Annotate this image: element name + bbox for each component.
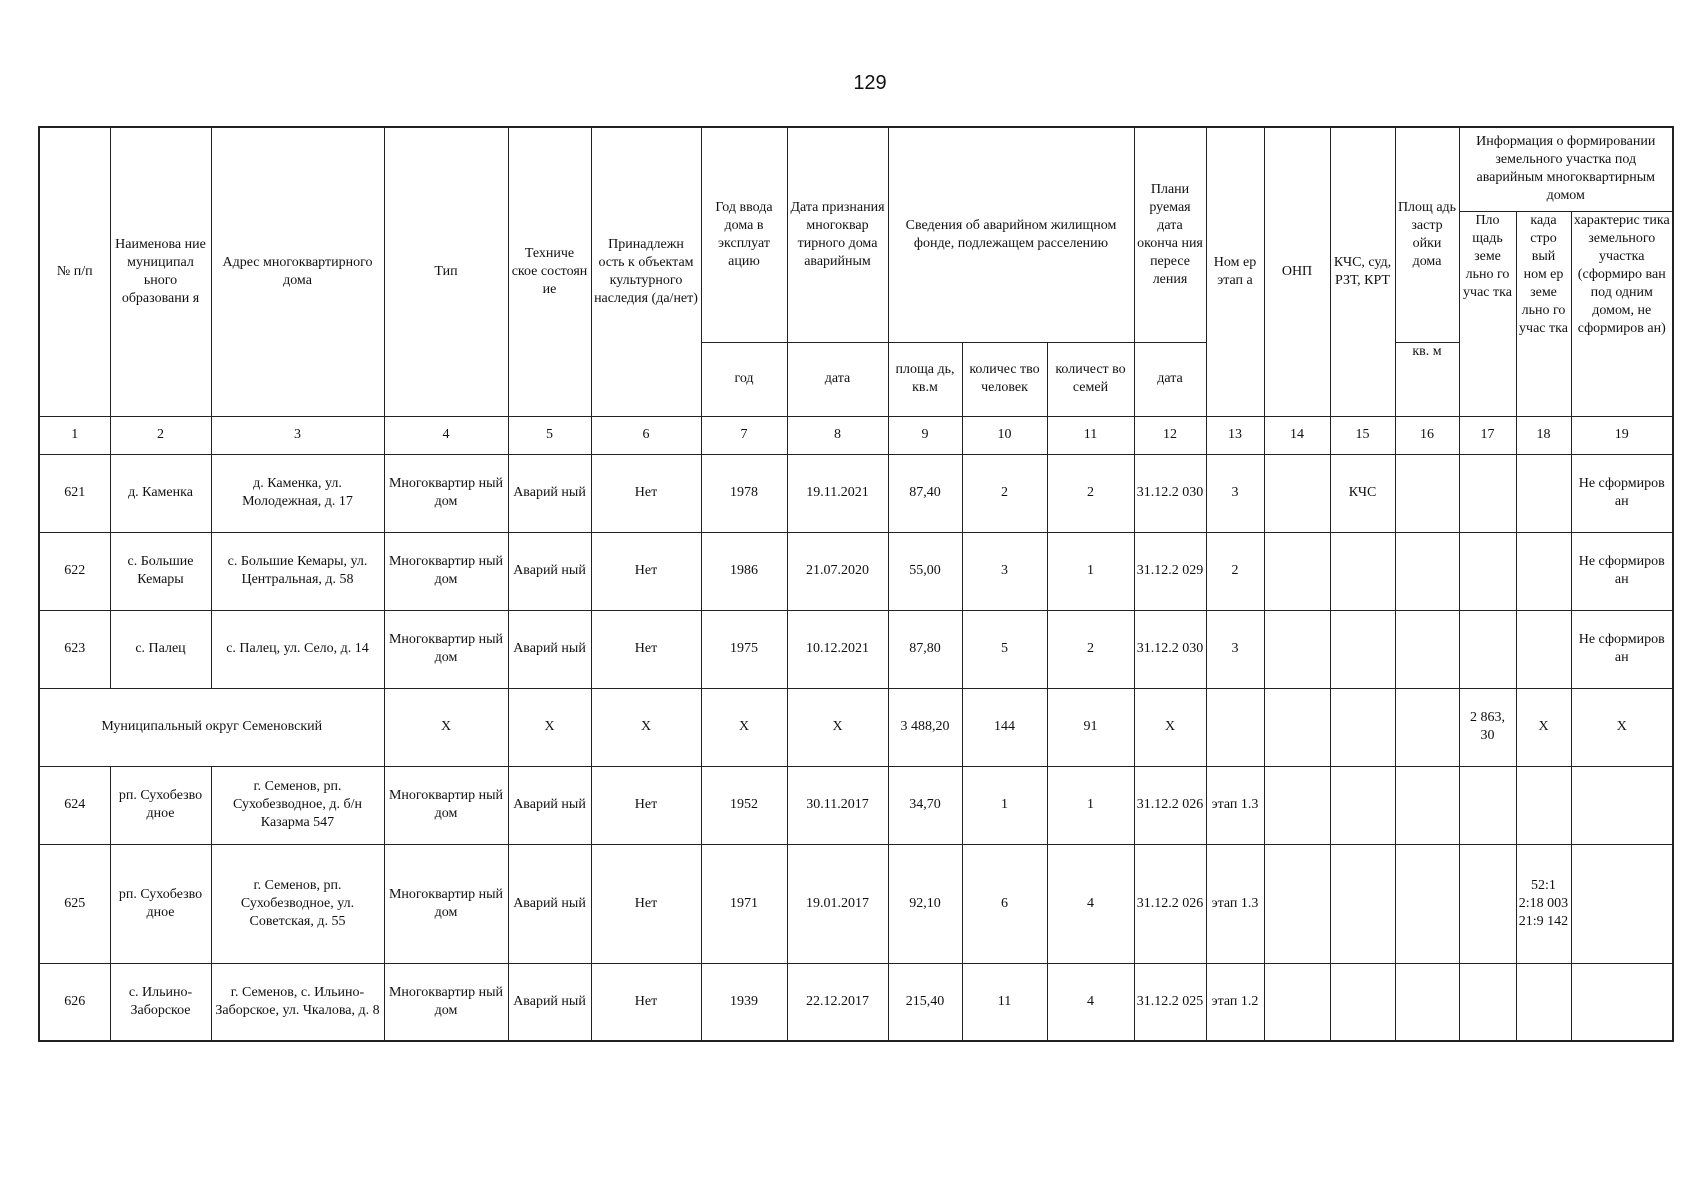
header-num: № п/п [39,127,110,416]
table-cell: с. Большие Кемары [110,532,211,610]
table-cell [1395,610,1459,688]
column-number: 7 [701,416,787,454]
table-cell [1571,963,1673,1041]
table-cell [1395,454,1459,532]
table-cell: 3 488,20 [888,688,962,766]
column-number: 6 [591,416,701,454]
table-cell: 21.07.2020 [787,532,888,610]
header-cadastral: када стро вый ном ер земе льно го учас тка [1516,211,1571,416]
table-cell [1516,766,1571,844]
table-cell: Нет [591,766,701,844]
header-municipality: Наименова ние муниципал ьного образовани я [110,127,211,416]
table-cell: Нет [591,844,701,963]
table-cell: 3 [962,532,1047,610]
subheader-sqm: кв. м [1395,342,1459,416]
header-tech-state: Техниче ское состоян ие [508,127,591,416]
table-cell: 5 [962,610,1047,688]
table-cell: КЧС [1330,454,1395,532]
table-cell: 1978 [701,454,787,532]
table-cell [1516,454,1571,532]
table-cell: Аварий ный [508,454,591,532]
table-cell: Х [787,688,888,766]
table-cell: 52:1 2:18 003 21:9 142 [1516,844,1571,963]
table-cell [1395,688,1459,766]
table-cell: 19.01.2017 [787,844,888,963]
header-building-area: Площ адь застр ойки дома [1395,127,1459,342]
header-year-built: Год ввода дома в эксплуат ацию [701,127,787,342]
table-cell: 34,70 [888,766,962,844]
table-cell [1330,610,1395,688]
table-cell: 3 [1206,610,1264,688]
table-cell: Аварий ный [508,844,591,963]
table-row [39,532,1673,610]
table-cell: 87,40 [888,454,962,532]
table-cell: 2 [1206,532,1264,610]
table-cell: Нет [591,963,701,1041]
column-number: 4 [384,416,508,454]
page-number: 129 [853,72,887,94]
table-cell: Аварий ный [508,963,591,1041]
table-cell: Аварий ный [508,766,591,844]
table-cell: Х [1134,688,1206,766]
header-emergency-info: Сведения об аварийном жилищном фонде, подлежащем расселению [888,127,1134,342]
column-number: 3 [211,416,384,454]
table-cell: 1 [962,766,1047,844]
table-cell: 626 [39,963,110,1041]
table-cell: Х [384,688,508,766]
table-cell: Аварий ный [508,532,591,610]
table-cell [1459,454,1516,532]
table-cell [1395,963,1459,1041]
table-cell [1206,688,1264,766]
table-cell: 621 [39,454,110,532]
table-cell: Х [1571,688,1673,766]
subheader-people: количес тво человек [962,342,1047,416]
subheader-year: год [701,342,787,416]
column-number: 15 [1330,416,1395,454]
table-cell: 144 [962,688,1047,766]
table-cell [1264,766,1330,844]
header-land-info: Информация о формировании земельного участка под аварийным многоквартирным домом [1459,127,1673,211]
table-cell: рп. Сухобезво дное [110,844,211,963]
table-cell: Многоквартир ный дом [384,766,508,844]
column-number: 10 [962,416,1047,454]
table-cell: Многоквартир ный дом [384,454,508,532]
column-number: 17 [1459,416,1516,454]
table-cell: 31.12.2 030 [1134,610,1206,688]
table-cell [1459,963,1516,1041]
subheader-plan-date: дата [1134,342,1206,416]
table-cell: 92,10 [888,844,962,963]
total-row [39,688,1673,766]
table-cell: 1986 [701,532,787,610]
table-cell: 623 [39,610,110,688]
table-cell [1264,610,1330,688]
header-address: Адрес многоквартирного дома [211,127,384,416]
table-cell [1264,844,1330,963]
table-cell: Не сформиров ан [1571,454,1673,532]
table-cell: этап 1.2 [1206,963,1264,1041]
table-cell: Не сформиров ан [1571,532,1673,610]
table-cell: Х [1516,688,1571,766]
table-cell: с. Палец [110,610,211,688]
header-heritage: Принадлежн ость к объектам культурного наследия (да/нет) [591,127,701,416]
table-row [39,844,1673,963]
subheader-date: дата [787,342,888,416]
table-cell [1459,844,1516,963]
table-cell: с. Ильино- Заборское [110,963,211,1041]
table-row [39,766,1673,844]
table-cell: 215,40 [888,963,962,1041]
header-land-char: характерис тика земельного участка (сформиро ван под одним домом, не сформиров ан) [1571,211,1673,416]
table-cell [1330,766,1395,844]
table-cell [1571,844,1673,963]
table-cell: Аварий ный [508,610,591,688]
table-cell [1395,766,1459,844]
table-cell: 2 863, 30 [1459,688,1516,766]
table-cell [1330,844,1395,963]
column-number: 12 [1134,416,1206,454]
table-cell: 2 [1047,610,1134,688]
table-cell: Многоквартир ный дом [384,610,508,688]
column-number: 18 [1516,416,1571,454]
table-cell: Нет [591,610,701,688]
table-cell: 31.12.2 030 [1134,454,1206,532]
table-row [39,963,1673,1041]
table-cell [1264,454,1330,532]
column-number-row [39,416,1673,454]
table-cell: 2 [1047,454,1134,532]
table-cell: Х [591,688,701,766]
table-cell: г. Семенов, рп. Сухобезводное, д. б/н Казарма 547 [211,766,384,844]
table-cell: 1 [1047,532,1134,610]
column-number: 13 [1206,416,1264,454]
table-cell: 1952 [701,766,787,844]
column-number: 1 [39,416,110,454]
table-row [39,610,1673,688]
table-cell [1330,688,1395,766]
header-recognition-date: Дата признания многоквар тирного дома аварийным [787,127,888,342]
table-cell: 625 [39,844,110,963]
table-cell [1330,963,1395,1041]
table-cell: 3 [1206,454,1264,532]
table-cell [1516,963,1571,1041]
table-cell: 10.12.2021 [787,610,888,688]
table-cell: 2 [962,454,1047,532]
table-cell: 19.11.2021 [787,454,888,532]
table-cell: 31.12.2 026 [1134,766,1206,844]
header-land-area: Пло щадь земе льно го учас тка [1459,211,1516,416]
table-cell: г. Семенов, с. Ильино-Заборское, ул. Чкалова, д. 8 [211,963,384,1041]
table-cell: Х [508,688,591,766]
table-cell: 4 [1047,963,1134,1041]
table-cell: 624 [39,766,110,844]
table-cell: с. Палец, ул. Село, д. 14 [211,610,384,688]
column-number: 8 [787,416,888,454]
table-cell: 1939 [701,963,787,1041]
column-number: 16 [1395,416,1459,454]
table-cell: д. Каменка, ул. Молодежная, д. 17 [211,454,384,532]
table-cell [1459,610,1516,688]
column-number: 14 [1264,416,1330,454]
table-cell [1459,766,1516,844]
header-planned-end: Плани руемая дата оконча ния пересе ления [1134,127,1206,342]
emergency-housing-table [38,126,1674,1042]
table-cell: 55,00 [888,532,962,610]
header-kchs: КЧС, суд, РЗТ, КРТ [1330,127,1395,416]
header-onp: ОНП [1264,127,1330,416]
table-cell [1571,766,1673,844]
table-cell [1330,532,1395,610]
table-cell: с. Большие Кемары, ул. Центральная, д. 58 [211,532,384,610]
table-cell: Многоквартир ный дом [384,532,508,610]
column-number: 11 [1047,416,1134,454]
table-cell: 31.12.2 029 [1134,532,1206,610]
header-type: Тип [384,127,508,416]
table-cell: 1975 [701,610,787,688]
table-cell [1395,532,1459,610]
table-cell [1459,532,1516,610]
table-cell: Не сформиров ан [1571,610,1673,688]
table-cell: 87,80 [888,610,962,688]
table-row [39,454,1673,532]
table-cell: 22.12.2017 [787,963,888,1041]
table-cell: рп. Сухобезво дное [110,766,211,844]
table-cell: 30.11.2017 [787,766,888,844]
column-number: 5 [508,416,591,454]
table-cell: Многоквартир ный дом [384,844,508,963]
table-cell: д. Каменка [110,454,211,532]
table-cell: этап 1.3 [1206,766,1264,844]
column-number: 19 [1571,416,1673,454]
total-label: Муниципальный округ Семеновский [39,688,384,766]
table-cell: Нет [591,532,701,610]
table-cell [1264,963,1330,1041]
column-number: 2 [110,416,211,454]
table-cell: 31.12.2 025 [1134,963,1206,1041]
table-cell [1516,532,1571,610]
table-cell: этап 1.3 [1206,844,1264,963]
table-cell: Многоквартир ный дом [384,963,508,1041]
table-cell: Нет [591,454,701,532]
table-cell: 4 [1047,844,1134,963]
table-cell: 622 [39,532,110,610]
table-cell [1516,610,1571,688]
column-number: 9 [888,416,962,454]
table-cell: 91 [1047,688,1134,766]
table-cell: 1971 [701,844,787,963]
table-cell: г. Семенов, рп. Сухобезводное, ул. Советская, д. 55 [211,844,384,963]
subheader-area: площа дь, кв.м [888,342,962,416]
table-cell [1264,688,1330,766]
header-stage-no: Ном ер этап а [1206,127,1264,416]
table-cell: 11 [962,963,1047,1041]
table-cell: 6 [962,844,1047,963]
table-cell [1264,532,1330,610]
table-cell [1395,844,1459,963]
table-cell: Х [701,688,787,766]
subheader-families: количест во семей [1047,342,1134,416]
table-cell: 31.12.2 026 [1134,844,1206,963]
table-cell: 1 [1047,766,1134,844]
